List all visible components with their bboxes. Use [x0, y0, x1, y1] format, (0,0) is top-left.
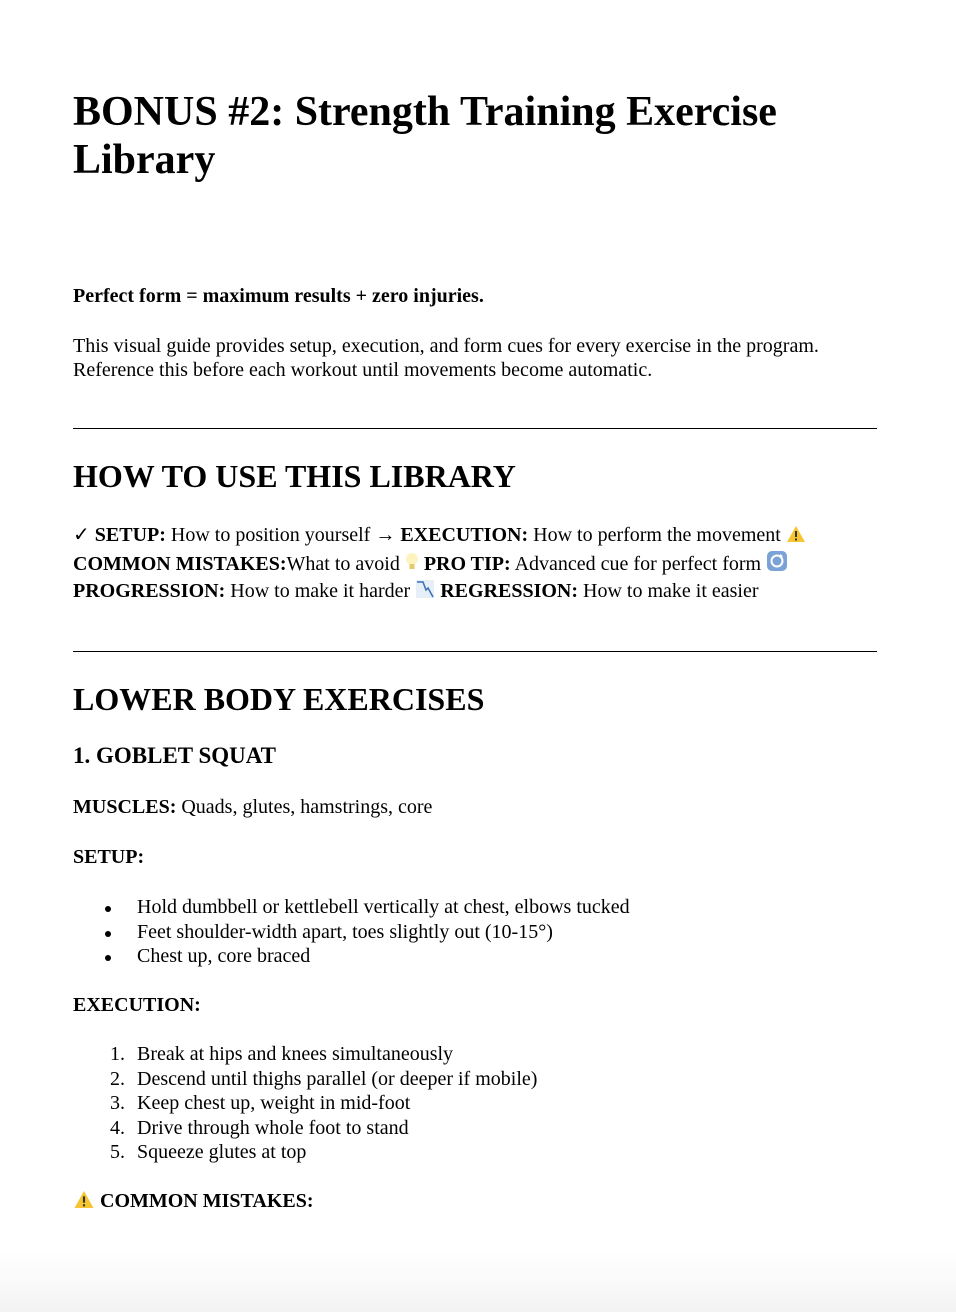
legend-regression-text: How to make it easier [578, 580, 759, 602]
refresh-icon [766, 550, 788, 572]
list-item: 2. Descend until thighs parallel (or deeper if mobile) [110, 1067, 538, 1090]
legend-protip-label: PRO TIP: [423, 552, 511, 575]
list-item: 5. Squeeze glutes at top [110, 1141, 307, 1164]
exercise-title: 1. GOBLET SQUAT [73, 743, 277, 768]
how-to-heading: HOW TO USE THIS LIBRARY [73, 458, 516, 494]
mistakes-label: COMMON MISTAKES: [100, 1190, 314, 1212]
intro-paragraph [73, 334, 819, 382]
muscles-line [73, 796, 432, 819]
legend-protip-text: Advanced cue for perfect form [510, 552, 762, 575]
divider [73, 428, 877, 429]
page-bottom-fade [0, 1252, 956, 1312]
legend-progression-label: PROGRESSION: [73, 580, 226, 602]
muscles-text: Quads, glutes, hamstrings, core [176, 796, 433, 818]
chart-decreasing-icon [415, 579, 435, 599]
execution-label: EXECUTION: [73, 994, 201, 1016]
list-item: Chest up, core braced [73, 944, 630, 969]
mistakes-heading [73, 1190, 314, 1213]
lead-text: Perfect form = maximum results + zero injuries. [73, 285, 484, 307]
legend-execution-label: EXECUTION: [400, 524, 529, 546]
execution-list [73, 1042, 537, 1165]
legend-mistakes-text: What to avoid [286, 552, 400, 575]
legend-execution-text: How to perform the movement [528, 524, 781, 546]
legend-setup-text: How to position yourself [165, 524, 371, 546]
legend-regression-label: REGRESSION: [440, 580, 579, 602]
check-icon: ✓ [73, 524, 90, 546]
warning-icon [786, 525, 806, 543]
setup-label: SETUP: [73, 846, 145, 868]
lightbulb-icon [405, 552, 419, 572]
intro-line: This visual guide provides setup, execution, and form cues for every exercise in the program. [73, 335, 819, 357]
legend [73, 522, 806, 606]
list-item: 4. Drive through whole foot to stand [110, 1116, 409, 1139]
arrow-icon: → [375, 524, 396, 546]
list-item: 1. Break at hips and knees simultaneously [110, 1043, 454, 1065]
setup-list [73, 895, 630, 969]
warning-icon [73, 1190, 95, 1209]
section-heading: LOWER BODY EXERCISES [73, 681, 485, 717]
divider [73, 651, 877, 652]
list-item: 3. Keep chest up, weight in mid-foot [110, 1092, 411, 1115]
intro-line: Reference this before each workout until movements become automatic. [73, 359, 653, 381]
legend-setup-label: SETUP: [94, 524, 166, 546]
page-title: BONUS #2: Strength Training Exercise Library [73, 89, 777, 183]
list-item: Hold dumbbell or kettlebell vertically at chest, elbows tucked [73, 895, 630, 920]
legend-mistakes-label: COMMON MISTAKES: [73, 552, 287, 575]
list-item: Feet shoulder-width apart, toes slightly out (10-15°) [73, 920, 630, 945]
muscles-label: MUSCLES: [73, 796, 177, 818]
legend-progression-text: How to make it harder [225, 580, 411, 602]
